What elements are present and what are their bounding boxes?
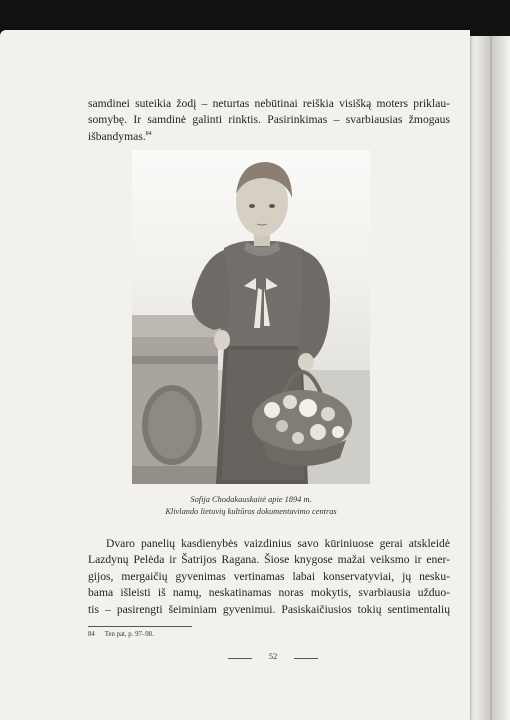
- text-line: Dvaro panelių kasdienybės vaizdinius savo kūriniuose gerai atskleidė: [106, 537, 450, 550]
- text-line: tis – pasirengti šeiminiam gyvenimui. Pasiskaičiusios tokių sentimentalių: [88, 602, 450, 616]
- book-edge-line: [490, 36, 492, 720]
- portrait-photo-icon: [132, 150, 370, 484]
- footnote: [88, 631, 154, 638]
- footnote-reference[interactable]: 84: [145, 130, 152, 137]
- photo-caption: [132, 494, 370, 517]
- footnote-number: 84: [88, 631, 95, 638]
- page-number-block: [228, 651, 318, 665]
- caption-line: Sofija Chodakauskaitė apie 1894 m.: [190, 495, 312, 504]
- page-number-dash: [294, 658, 318, 659]
- paragraph-top: [88, 96, 450, 145]
- text-line: [88, 129, 450, 145]
- text-line: samdinei suteikia žodį – neturtas nebūtinai reiškia visišką moters priklau-: [88, 97, 450, 110]
- paragraph-bottom: [88, 536, 450, 618]
- text-line: Lazdynų Pelėda ir Šatrijos Ragana. Šiose knygose mažai veiksmo ir ener-: [88, 553, 450, 567]
- footnote-divider: [88, 626, 192, 627]
- text-line: gijos, mergaičių gyvenimas vertinamas labai konservatyviai, jų nesku-: [88, 569, 450, 583]
- footnote-text: Ten pat, p. 97–98.: [104, 631, 154, 638]
- caption-line: Klivlando lietuvių kultūros dokumentavimo centras: [165, 506, 337, 516]
- text-line: somybę. Ir samdinė galinti rinktis. Pasirinkimas – svarbiausias žmogaus: [88, 113, 450, 127]
- text-line: bama išleisti iš namų, neskatinamas noras mokytis, svarbiausia užduo-: [88, 586, 450, 600]
- portrait-photo: [132, 150, 370, 484]
- page-number: 52: [268, 651, 278, 661]
- text-line-content: išbandymas.: [88, 129, 146, 143]
